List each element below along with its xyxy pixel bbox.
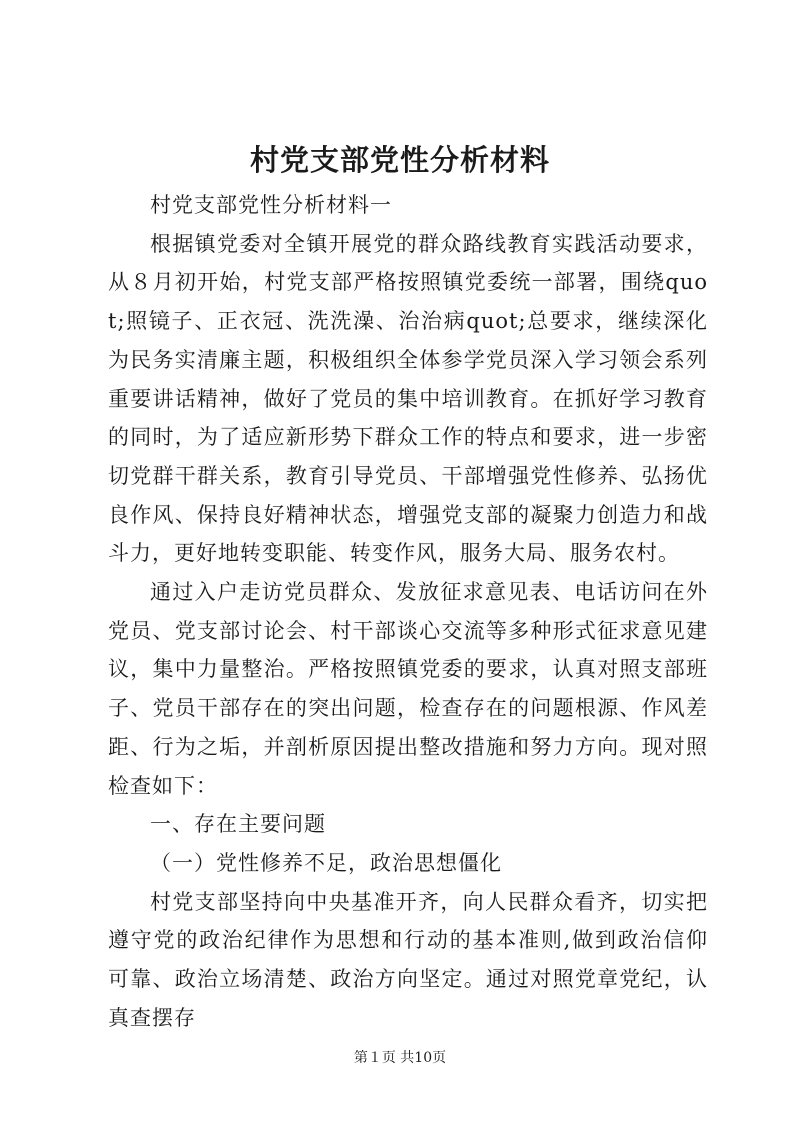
page-footer: 第１页 共10页 bbox=[353, 1050, 447, 1066]
paragraph-method: 通过入户走访党员群众、发放征求意见表、电话访问在外党员、党支部讨论会、村干部谈心交流等多种形式征求意见建议，集中力量整治。严格按照镇党委的要求，认真对照支部班子、党员干部存在的突出问题，检查存在的问题根源、作风差距、行为之垢，并剖析原因提出整改措施和努力方向。现对照检查如下： bbox=[108, 580, 708, 798]
paragraph-background: 根据镇党委对全镇开展党的群众路线教育实践活动要求，从８月初开始，村党支部严格按照镇党委统一部署，围绕quot;照镜子、正衣冠、洗洗澡、治治病quot;总要求，继续深化为民务实清廉主题，积极组织全体参学党员深入学习领会系列重要讲话精神，做好了党员的集中培训教育。在抓好学习教育的同时，为了适应新形势下群众工作的特点和要求，进一步密切党群干群关系，教育引导党员、干部增强党性修养、弘扬优良作风、保持良好精神状态，增强党支部的凝聚力创造力和战斗力，更好地转变职能、转变作风，服务大局、服务农村。 bbox=[108, 231, 708, 566]
subsection-heading: （一）党性修养不足，政治思想僵化 bbox=[150, 850, 502, 875]
section-heading: 一、存在主要问题 bbox=[150, 812, 326, 837]
paragraph-analysis: 村党支部坚持向中央基准开齐，向人民群众看齐，切实把遵守党的政治纪律作为思想和行动的基本准则,做到政治信仰可靠、政治立场清楚、政治方向坚定。通过对照党章党纪，认真查摆存 bbox=[108, 889, 708, 1030]
document-body bbox=[108, 186, 708, 1037]
paragraph-subtitle: 村党支部党性分析材料一 bbox=[150, 193, 392, 217]
document-title: 村党支部党性分析材料 bbox=[249, 143, 550, 177]
